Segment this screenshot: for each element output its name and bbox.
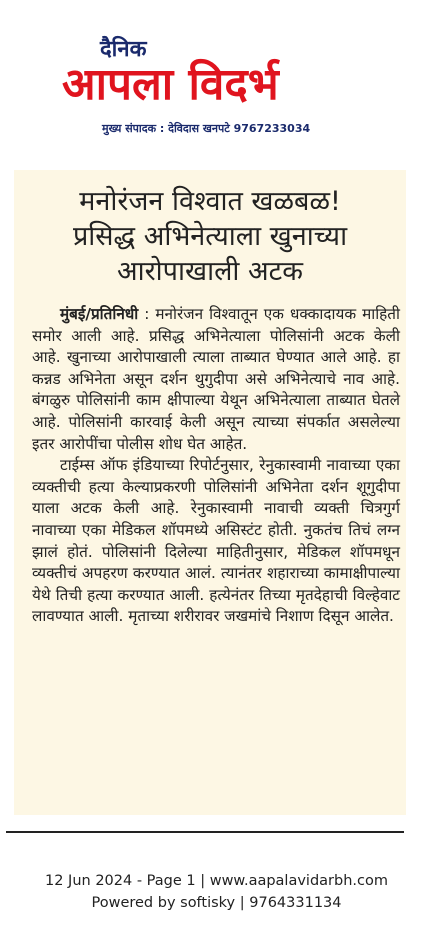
article-clipping <box>14 170 406 815</box>
masthead-small-title: दैनिक <box>100 37 147 62</box>
footer-powered-by: Powered by softisky | 9764331134 <box>91 895 342 911</box>
editor-line: मुख्य संपादक : देविदास खनपटे 9767233034 <box>102 122 311 135</box>
footer-date-page-site: 12 Jun 2024 - Page 1 | www.aapalavidarbh.com <box>45 873 388 889</box>
masthead <box>0 0 433 150</box>
masthead-logo-title: आपला विदर्भ <box>62 59 279 110</box>
article-body <box>32 304 400 628</box>
article-headline <box>14 184 406 289</box>
dateline: मुंबई/प्रतिनिधी <box>60 305 139 323</box>
headline-line-2: प्रसिद्ध अभिनेत्याला खुनाच्या <box>72 221 348 252</box>
paragraph-1 <box>32 304 400 455</box>
footer-divider <box>6 831 404 833</box>
page-footer <box>0 870 433 914</box>
paragraph-2: टाईम्स ऑफ इंडियाच्या रिपोर्टनुसार, रेनुकास्वामी नावाच्या एका व्यक्तीची हत्या केल्याप्रकरणी पोलिसांनी अभिनेता दर्शन शूगुदीपा याला अटक केली आहे. रेनुकास्वामी नावाची व्यक्ती चित्रगुर्ग नावाच्या एका मेडिकल शॉपमध्ये असिस्टंट होती. नुकतंच तिचं लग्न झालं होतं. पोलिसांनी दिलेल्या माहितीनुसार, मेडिकल शॉपमधून व्यक्तीचं अपहरण करण्यात आलं. त्यानंतर शहाराच्या कामाक्षीपाल्या येथे तिची हत्या करण्यात आली. हत्येनंतर तिच्या मृतदेहाची विल्हेवाट लावण्यात आली. मृताच्या शरीरावर जखमांचे निशाण दिसून आलेत. <box>32 456 400 626</box>
headline-line-1: मनोरंजन विश्वात खळबळ! <box>79 186 341 217</box>
headline-line-3: आरोपाखाली अटक <box>117 256 303 287</box>
paragraph-1-text: : मनोरंजन विश्वातून एक धक्कादायक माहिती समोर आली आहे. प्रसिद्ध अभिनेत्याला पोलिसांनी अटक केली आहे. खुनाच्या आरोपाखाली त्याला ताब्यात घेण्यात आले आहे. हा कन्नड अभिनेता असून दर्शन थुगुदीपा असे अभिनेत्याचे नाव आहे. बंगळुरु पोलिसांनी काम क्षीपाल्या येथून अभिनेत्याला ताब्यात घेतले आहे. पोलिसांनी कारवाई केली असून त्याच्या संपर्कात असलेल्या इतर आरोपींचा पोलीस शोध घेत आहेत. <box>32 305 400 453</box>
